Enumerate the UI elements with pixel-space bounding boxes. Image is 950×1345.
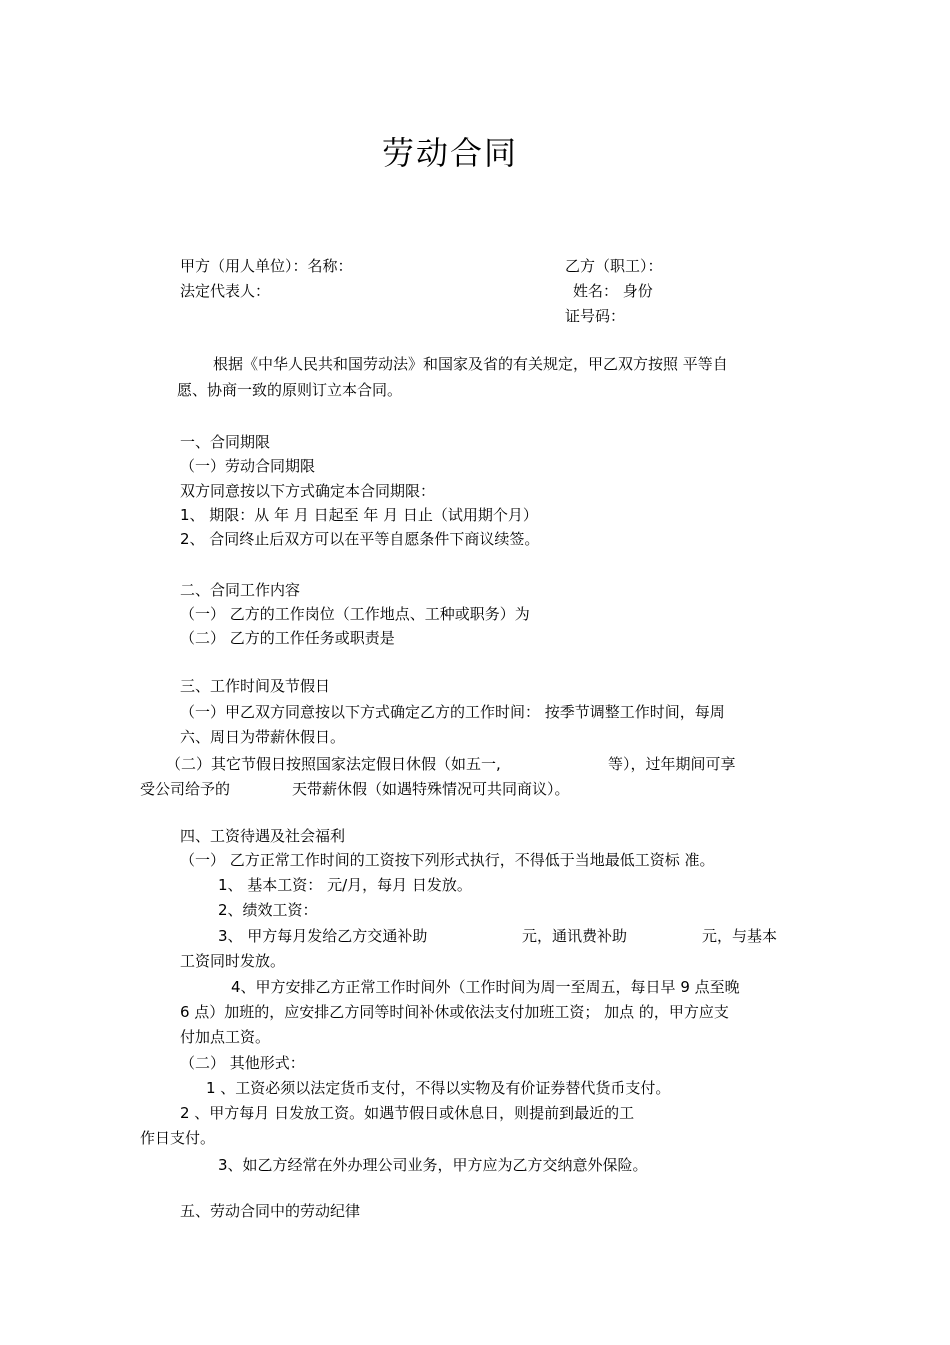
party-b-name-id: 姓名： 身份 (573, 282, 653, 300)
intro-line-1: 根据《中华人民共和国劳动法》和国家及省的有关规定，甲乙双方按照 平等自 (213, 355, 728, 373)
party-a-name: 甲方（用人单位）：名称： (180, 257, 353, 275)
section-1-line-2: 1、 期限：从 年 月 日起至 年 月 日止（试用期个月） (180, 506, 538, 524)
section-3-para-2b-1: 受公司给予的 (140, 780, 231, 798)
legal-representative: 法定代表人： (180, 282, 271, 300)
section-4-sub-2: （二） 其他形式： (180, 1054, 305, 1072)
section-4-other-2b: 作日支付。 (140, 1129, 216, 1147)
section-1-line-3: 2、 合同终止后双方可以在平等自愿条件下商议续签。 (180, 530, 540, 548)
section-3-para-1b: 六、周日为带薪休假日。 (180, 728, 346, 746)
section-2-heading: 二、合同工作内容 (180, 581, 301, 599)
section-4-item-3-part-1: 3、 甲方每月发给乙方交通补助 (218, 927, 428, 945)
section-4-other-3: 3、如乙方经常在外办理公司业务，甲方应为乙方交纳意外保险。 (218, 1156, 648, 1174)
section-4-item-3-part-2: 元，通讯费补助 (522, 927, 628, 945)
section-4-sub-1: （一） 乙方正常工作时间的工资按下列形式执行，不得低于当地最低工资标 准。 (180, 851, 715, 869)
section-4-heading: 四、工资待遇及社会福利 (180, 827, 346, 845)
document-title: 劳动合同 (381, 134, 518, 172)
section-3-para-2a-1: （二）其它节假日按照国家法定假日休假（如五一, (166, 755, 501, 773)
section-5-heading: 五、劳动合同中的劳动纪律 (180, 1202, 361, 1220)
section-4-item-3-continuation: 工资同时发放。 (180, 952, 286, 970)
section-4-item-4a: 4、甲方安排乙方正常工作时间外（工作时间为周一至周五，每日早 9 点至晚 (231, 978, 740, 996)
section-4-item-4b: 6 点）加班的，应安排乙方同等时间补休或依法支付加班工资； 加点 的，甲方应支 (180, 1003, 729, 1021)
section-3-para-1a: （一）甲乙双方同意按以下方式确定乙方的工作时间： 按季节调整工作时间，每周 (180, 703, 725, 721)
section-4-item-3-part-3: 元，与基本 (702, 927, 778, 945)
section-4-item-1: 1、 基本工资： 元/月，每月 日发放。 (218, 876, 472, 894)
section-3-heading: 三、工作时间及节假日 (180, 677, 331, 695)
section-1-line-1: 双方同意按以下方式确定本合同期限： (180, 482, 436, 500)
intro-line-2: 愿、协商一致的原则订立本合同。 (177, 381, 403, 399)
section-4-other-1: 1 、工资必须以法定货币支付，不得以实物及有价证券替代货币支付。 (206, 1079, 671, 1097)
section-2-item-2: （二） 乙方的工作任务或职责是 (180, 629, 395, 647)
section-3-para-2b-2: 天带薪休假（如遇特殊情况可共同商议）。 (292, 780, 570, 798)
party-b-id-number: 证号码： (565, 307, 626, 325)
section-1-heading: 一、合同期限 (180, 433, 271, 451)
section-1-sub-1: （一）劳动合同期限 (180, 457, 316, 475)
party-b: 乙方（职工）： (565, 257, 663, 275)
section-3-para-2a-2: 等），过年期间可享 (608, 755, 736, 773)
section-4-item-4c: 付加点工资。 (180, 1028, 271, 1046)
section-2-item-1: （一） 乙方的工作岗位（工作地点、工种或职务）为 (180, 605, 530, 623)
section-4-other-2a: 2 、甲方每月 日发放工资。如遇节假日或休息日，则提前到最近的工 (180, 1104, 635, 1122)
section-4-item-2: 2、绩效工资： (218, 901, 318, 919)
